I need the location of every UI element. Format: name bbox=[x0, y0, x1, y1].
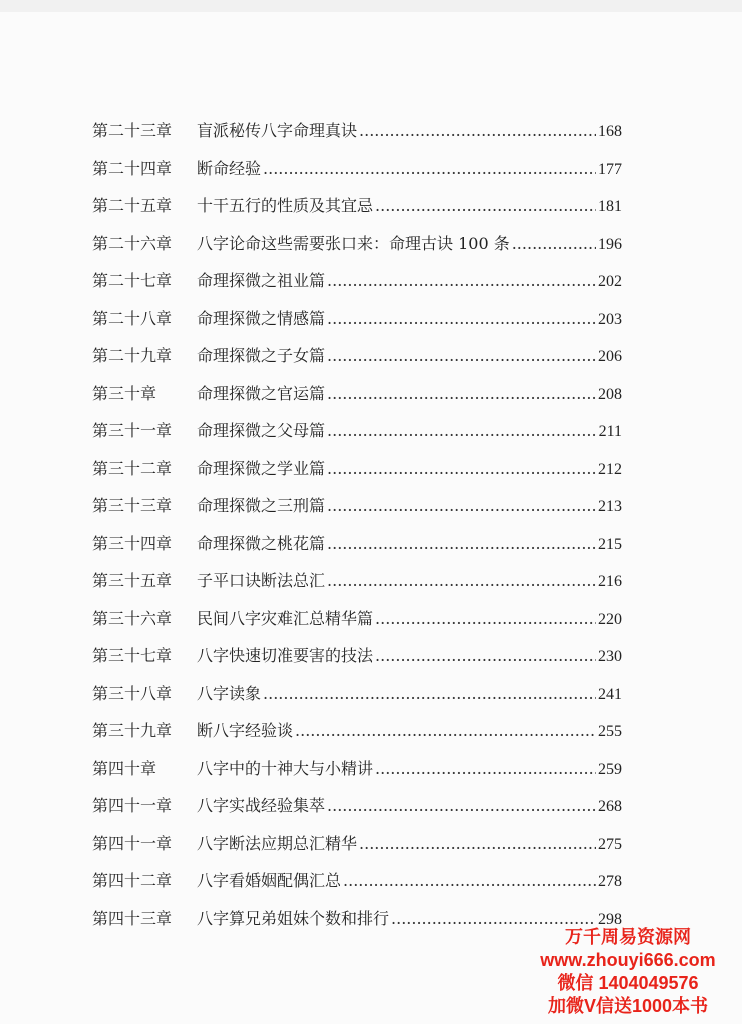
watermark-site-name: 万千周易资源网 bbox=[565, 927, 691, 947]
toc-page-number: 213 bbox=[598, 498, 622, 515]
watermark-url: www.zhouyi666.com bbox=[540, 950, 716, 970]
toc-chapter-title: 盲派秘传八字命理真诀 bbox=[197, 121, 358, 140]
toc-chapter-number: 第三十七章 bbox=[92, 646, 173, 665]
toc-dot-leader bbox=[327, 525, 596, 563]
toc-entry bbox=[92, 225, 622, 263]
toc-chapter-title: 命理探微之情感篇 bbox=[197, 308, 326, 328]
toc-dot-leader bbox=[512, 225, 596, 263]
toc-entry bbox=[92, 112, 622, 150]
toc-chapter-number: 第三十六章 bbox=[92, 608, 173, 628]
toc-chapter-title: 八字实战经验集萃 bbox=[197, 796, 326, 815]
toc-chapter-title: 命理探微之官运篇 bbox=[197, 383, 326, 403]
toc-chapter-number: 第三十五章 bbox=[92, 571, 173, 590]
toc-entry bbox=[92, 525, 622, 563]
toc-page-number: 177 bbox=[598, 160, 622, 178]
toc-dot-leader bbox=[327, 412, 597, 450]
toc-entry bbox=[92, 187, 622, 225]
toc-chapter-number: 第二十四章 bbox=[92, 158, 173, 178]
toc-chapter-number: 第四十一章 bbox=[92, 833, 173, 853]
toc-page-number: 259 bbox=[598, 760, 622, 778]
toc-dot-leader bbox=[375, 600, 596, 638]
toc-page-number: 181 bbox=[598, 198, 622, 215]
toc-entry bbox=[92, 675, 622, 713]
toc-page-number: 216 bbox=[598, 573, 622, 590]
toc-dot-leader bbox=[327, 337, 596, 375]
toc-chapter-title: 民间八字灾难汇总精华篇 bbox=[197, 608, 374, 628]
toc-chapter-title: 命理探微之学业篇 bbox=[197, 458, 326, 478]
toc-page-number: 220 bbox=[598, 610, 622, 628]
toc-chapter-number: 第二十七章 bbox=[92, 271, 173, 290]
toc-page-number: 298 bbox=[598, 910, 622, 928]
toc-entry bbox=[92, 487, 622, 525]
toc-chapter-title: 子平口诀断法总汇 bbox=[197, 571, 326, 590]
toc-chapter-title: 八字读象 bbox=[197, 683, 262, 703]
watermark-promo: 加微V信送1000本书 bbox=[547, 996, 709, 1016]
toc-chapter-number: 第二十五章 bbox=[92, 196, 173, 215]
page-top-band bbox=[0, 0, 742, 12]
toc-dot-leader bbox=[359, 825, 596, 863]
toc-entry bbox=[92, 787, 622, 825]
toc-entry bbox=[92, 825, 622, 863]
toc-chapter-title: 八字断法应期总汇精华 bbox=[197, 833, 358, 853]
toc-chapter-number: 第四十章 bbox=[92, 758, 157, 778]
toc-page-number: 196 bbox=[598, 235, 622, 253]
toc-entry bbox=[92, 262, 622, 300]
toc-entry bbox=[92, 412, 622, 450]
toc-dot-leader bbox=[359, 112, 596, 150]
toc-chapter-title: 命理探微之子女篇 bbox=[197, 346, 326, 365]
toc-entry bbox=[92, 637, 622, 675]
toc-entry bbox=[92, 600, 622, 638]
toc-dot-leader bbox=[327, 450, 596, 488]
toc-chapter-number: 第三十四章 bbox=[92, 533, 173, 553]
toc-chapter-number: 第四十二章 bbox=[92, 871, 173, 890]
toc-chapter-number: 第二十九章 bbox=[92, 346, 173, 365]
toc-dot-leader bbox=[295, 712, 596, 750]
toc-dot-leader bbox=[375, 750, 596, 788]
toc-page-number: 168 bbox=[598, 123, 622, 140]
toc-chapter-number: 第二十八章 bbox=[92, 308, 173, 328]
toc-dot-leader bbox=[327, 487, 596, 525]
toc-entry bbox=[92, 562, 622, 600]
toc-entry bbox=[92, 862, 622, 900]
toc-chapter-number: 第四十一章 bbox=[92, 796, 173, 815]
toc-dot-leader bbox=[327, 787, 596, 825]
toc-chapter-title: 命理探微之祖业篇 bbox=[197, 271, 326, 290]
toc-chapter-number: 第二十六章 bbox=[92, 233, 173, 253]
toc-dot-leader bbox=[343, 862, 596, 900]
toc-entry bbox=[92, 150, 622, 188]
toc-entry bbox=[92, 300, 622, 338]
toc-chapter-number: 第四十三章 bbox=[92, 908, 173, 928]
toc-page-number: 208 bbox=[598, 385, 622, 403]
toc-chapter-number: 第三十章 bbox=[92, 383, 157, 403]
toc-chapter-number: 第三十八章 bbox=[92, 683, 173, 703]
toc-chapter-title: 断八字经验谈 bbox=[197, 721, 294, 740]
toc-page-number: 215 bbox=[598, 535, 622, 553]
toc-dot-leader bbox=[327, 262, 596, 300]
toc-page-number: 211 bbox=[598, 423, 622, 440]
toc-chapter-number: 第三十三章 bbox=[92, 496, 173, 515]
toc-chapter-number: 第三十九章 bbox=[92, 721, 173, 740]
toc-entry bbox=[92, 375, 622, 413]
table-of-contents bbox=[92, 112, 622, 937]
toc-dot-leader bbox=[327, 375, 596, 413]
toc-entry bbox=[92, 450, 622, 488]
toc-chapter-title: 断命经验 bbox=[197, 158, 262, 178]
toc-page-number: 212 bbox=[598, 460, 622, 478]
toc-chapter-title: 八字中的十神大与小精讲 bbox=[197, 758, 374, 778]
toc-page-number: 203 bbox=[598, 310, 622, 328]
toc-entry bbox=[92, 750, 622, 788]
toc-dot-leader bbox=[327, 300, 596, 338]
watermark bbox=[528, 926, 728, 1018]
toc-entry bbox=[92, 337, 622, 375]
toc-chapter-title: 十干五行的性质及其宜忌 bbox=[197, 196, 374, 215]
toc-page-number: 275 bbox=[598, 835, 622, 853]
toc-page-number: 255 bbox=[598, 723, 622, 740]
toc-dot-leader bbox=[263, 150, 596, 188]
toc-chapter-title: 八字算兄弟姐妹个数和排行 bbox=[197, 908, 390, 928]
toc-chapter-title: 八字快速切准要害的技法 bbox=[197, 646, 374, 665]
toc-dot-leader bbox=[327, 562, 596, 600]
toc-page-number: 241 bbox=[598, 685, 622, 703]
toc-page-number: 206 bbox=[598, 348, 622, 365]
toc-page-number: 202 bbox=[598, 273, 622, 290]
toc-chapter-number: 第三十一章 bbox=[92, 421, 173, 440]
toc-entry bbox=[92, 712, 622, 750]
toc-chapter-number: 第二十三章 bbox=[92, 121, 173, 140]
toc-dot-leader bbox=[375, 637, 596, 675]
toc-chapter-number: 第三十二章 bbox=[92, 458, 173, 478]
toc-chapter-title: 八字看婚姻配偶汇总 bbox=[197, 871, 342, 890]
toc-chapter-title: 命理探微之父母篇 bbox=[197, 421, 326, 440]
toc-chapter-title: 八字论命这些需要张口来：命理古诀 100 条 bbox=[197, 233, 510, 253]
toc-page-number: 268 bbox=[598, 798, 622, 815]
toc-dot-leader bbox=[375, 187, 596, 225]
toc-page-number: 278 bbox=[598, 873, 622, 890]
toc-chapter-title: 命理探微之桃花篇 bbox=[197, 533, 326, 553]
toc-page-number: 230 bbox=[598, 648, 622, 665]
toc-chapter-title: 命理探微之三刑篇 bbox=[197, 496, 326, 515]
watermark-wechat: 微信 1404049576 bbox=[557, 973, 699, 993]
toc-dot-leader bbox=[263, 675, 596, 713]
